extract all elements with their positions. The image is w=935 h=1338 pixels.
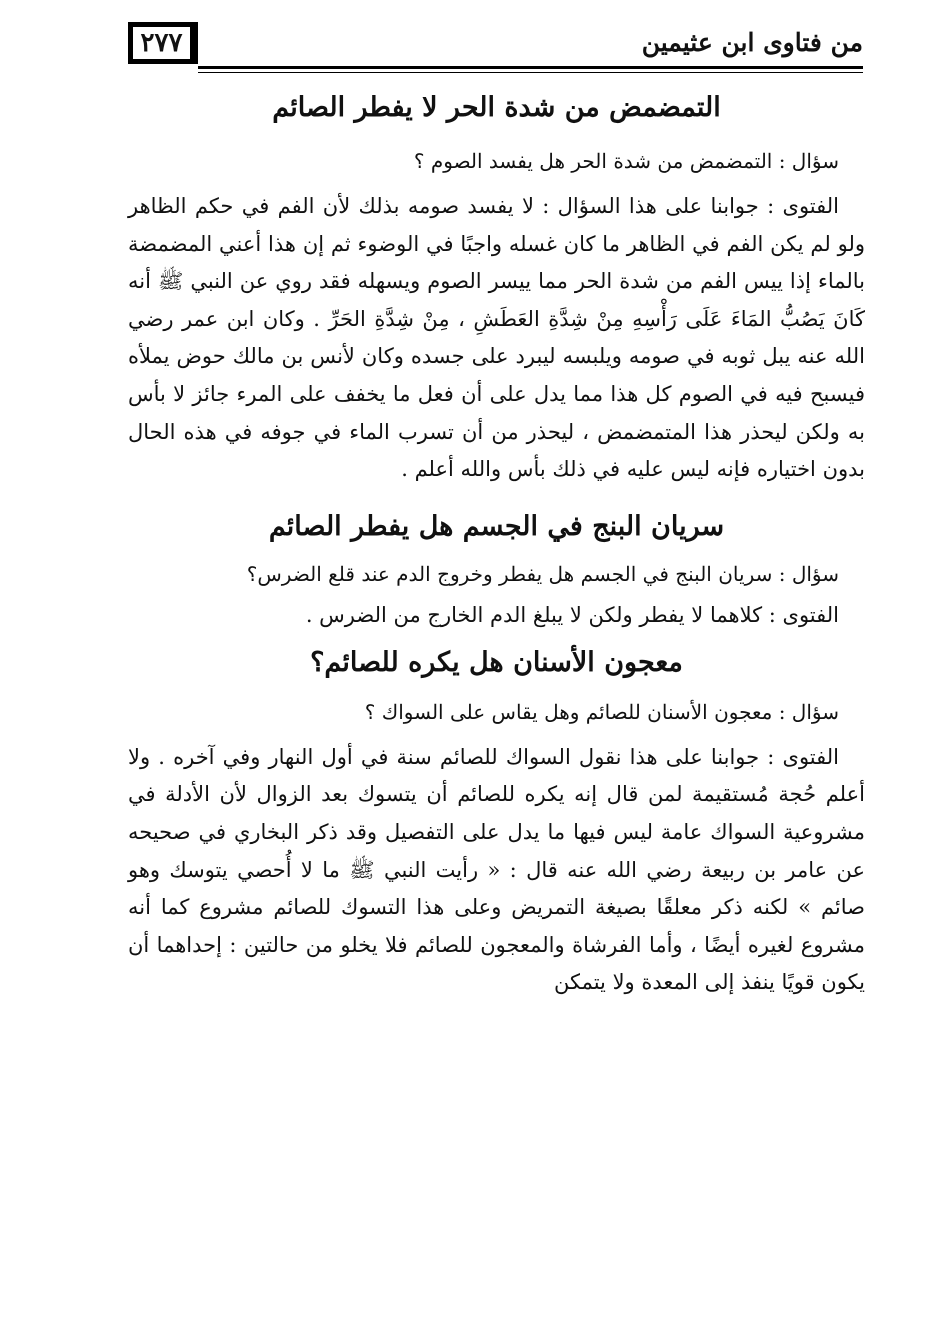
fatwa: الفتوى : جوابنا على هذا السؤال : لا يفسد صومه بذلك لأن الفم في حكم الظاهر ولو لم يكن الفم في الظاهر ما كان غسله واجبًا في الوضوء ثم إن هذا أعني المضمضة بالماء إذا ييس الفم من شدة الحر مما ييسر الصوم ويسهله فقد روي عن النبي ﷺ أنه كَانَ يَصُبُّ المَاءَ عَلَى رَأْسِهِ مِنْ شِدَّةِ العَطَشِ ، مِنْ شِدَّةِ الحَرِّ . وكان ابن عمر رضي الله عنه يبل ثوبه في صومه ويلبسه ليبرد على جسده وكان لأنس بن مالك حوض يملأه فيسبح فيه في الصوم كل هذا مما يدل على أن فعل ما يخفف على المرء جائز لا بأس به ولكن ليحذر هذا المتمضمض ، ليحذر من أن تسرب الماء في جوفه في هذه الحال بدون اختياره فإنه ليس عليه في ذلك بأس والله أعلم . xyxy=(128,194,865,482)
fatwa: الفتوى : جوابنا على هذا نقول السواك للصائم سنة في أول النهار وفي آخره . ولا أعلم حُجة مُستقيمة لمن قال إنه يكره للصائم أن يتسوك بعد الزوال لأن الأدلة في مشروعية السواك عامة ليس فيها ما يدل على التفصيل وقد ذكر البخاري في صحيحه عن عامر بن ربيعة رضي الله عنه قال : « رأيت النبي ﷺ ما لا أُحصي يتوسك وهو صائم » لكنه ذكر معلقًا بصيغة التمريض وعلى هذا التسوك للصائم مشروع كما أنه مشروع لغيره أيضًا ، وأما الفرشاة والمعجون للصائم فلا يخلو من حالتين : إحداهما أن يكون قويًا ينفذ إلى المعدة ولا يتمكن xyxy=(128,744,865,995)
page-header xyxy=(128,22,863,70)
header-rule xyxy=(198,66,863,73)
question: سؤال : سريان البنج في الجسم هل يفطر وخروج الدم عند قلع الضرس؟ xyxy=(246,561,839,586)
question: سؤال : التمضمض من شدة الحر هل يفسد الصوم ؟ xyxy=(413,149,839,173)
fatwa: الفتوى : كلاهما لا يفطر ولكن لا يبلغ الدم الخارج من الضرس . xyxy=(305,602,839,627)
page-number: ٢٧٧ xyxy=(128,22,198,64)
running-title: من فتاوى ابن عثيمين xyxy=(641,28,863,57)
section-title: معجون الأسنان هل يكره للصائم؟ xyxy=(310,646,683,678)
question: سؤال : معجون الأسنان للصائم وهل يقاس على السواك ؟ xyxy=(364,699,839,724)
section-title: التمضمض من شدة الحر لا يفطر الصائم xyxy=(272,92,721,123)
section-title: سريان البنج في الجسم هل يفطر الصائم xyxy=(268,510,725,542)
page-content xyxy=(128,88,865,1002)
